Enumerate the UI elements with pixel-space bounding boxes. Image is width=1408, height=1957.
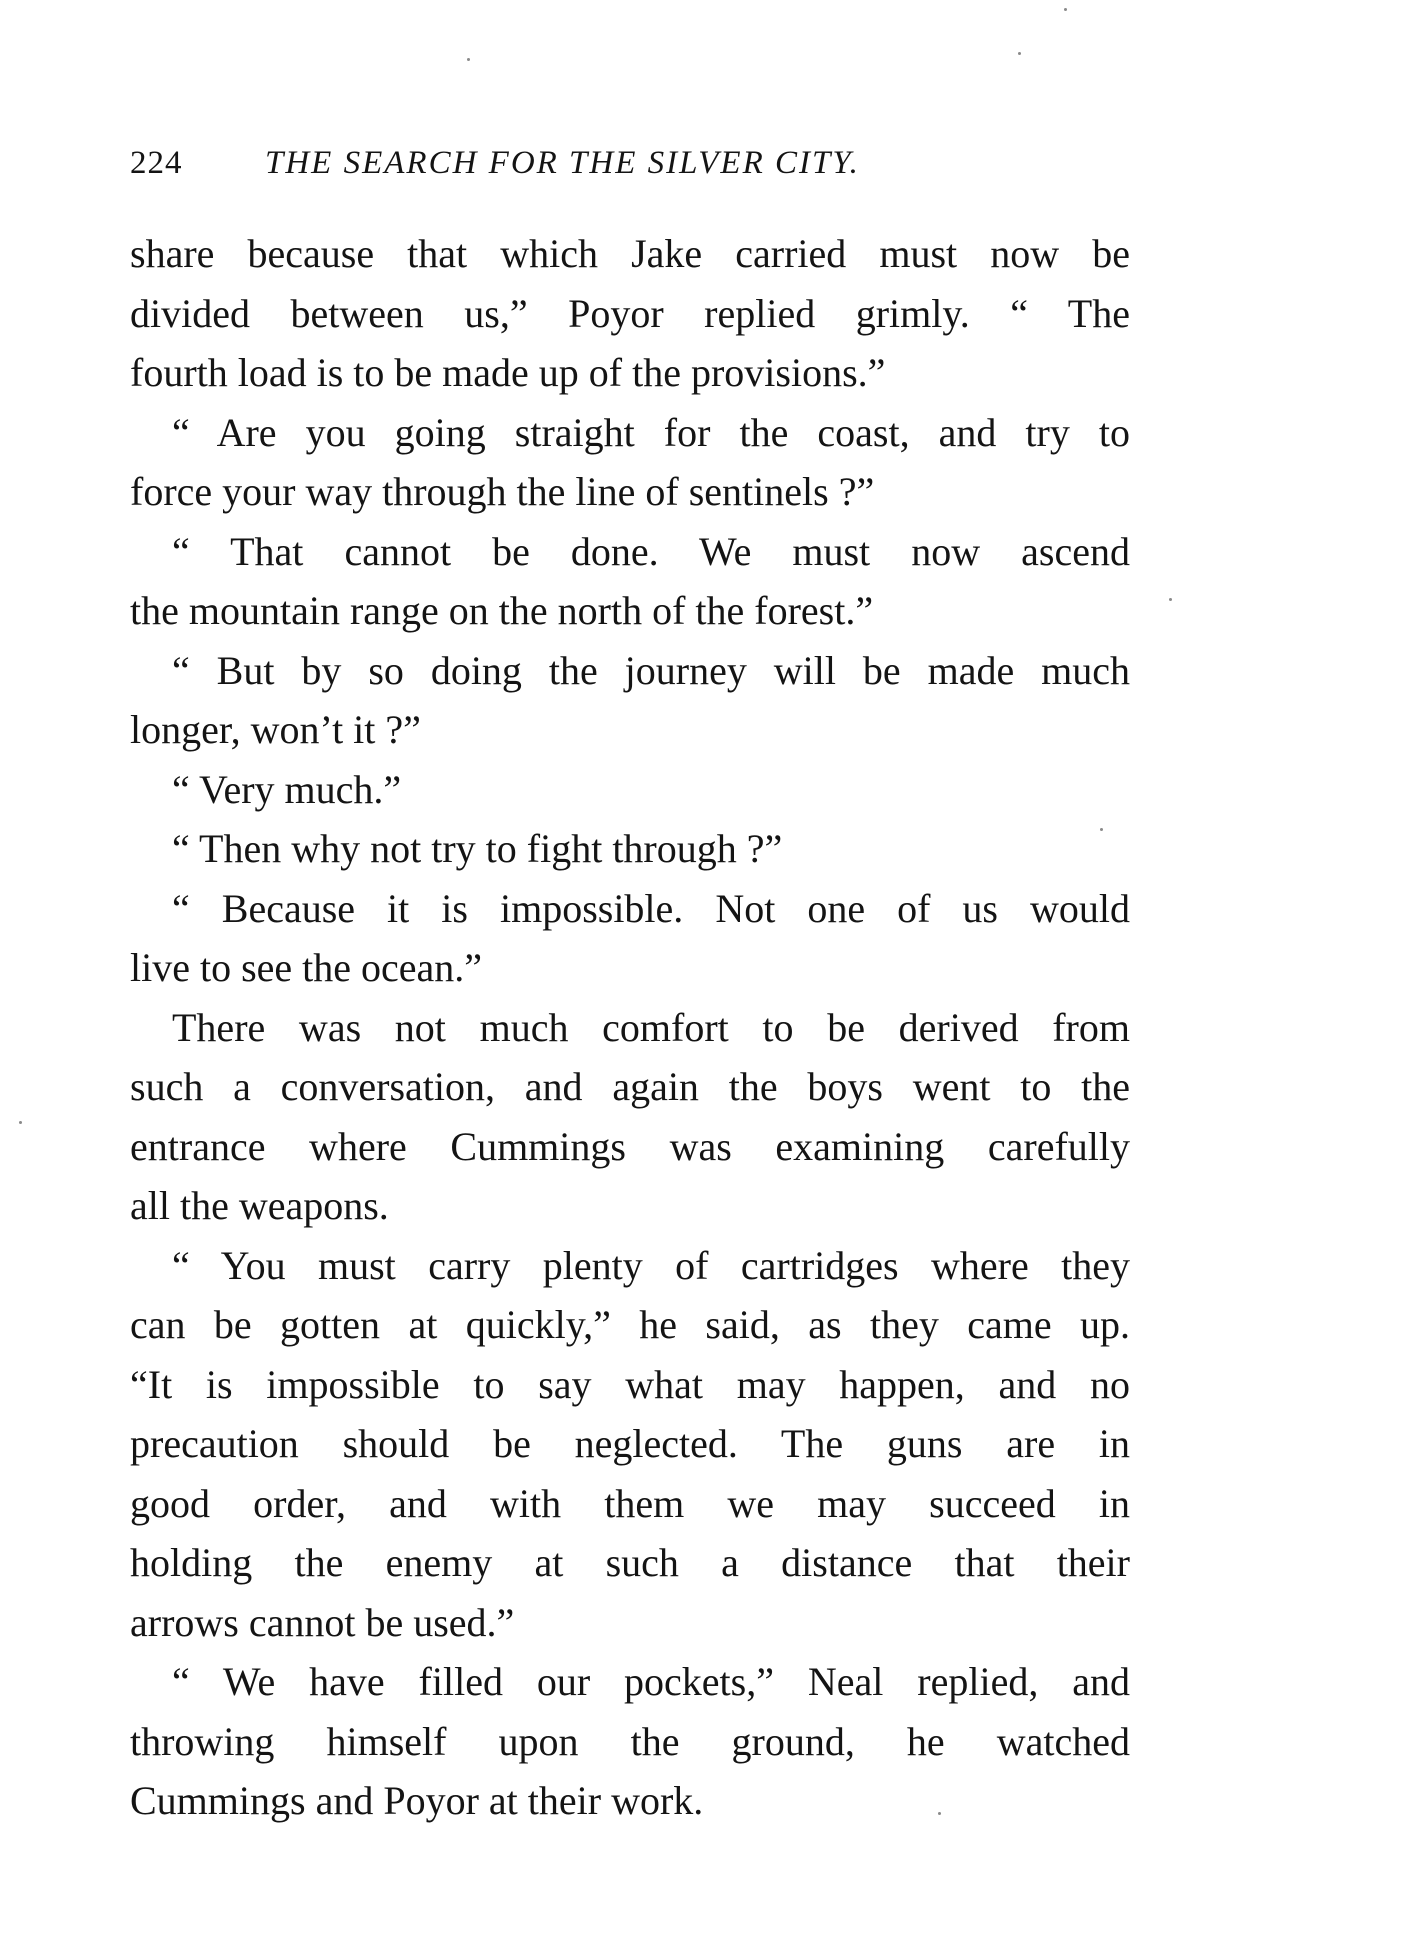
text-line: good order, and with them we may succeed in <box>130 1480 1130 1526</box>
page-header <box>130 138 1130 188</box>
paragraph <box>130 1236 1130 1653</box>
paragraph <box>130 403 1130 522</box>
paragraph <box>130 641 1130 760</box>
text-line: “ Very much.” <box>172 766 402 812</box>
text-line: “ Because it is impossible. Not one of us would <box>172 885 1130 931</box>
paragraph <box>130 522 1130 641</box>
text-line: precaution should be neglected. The guns are in <box>130 1421 1130 1466</box>
text-line: such a conversation, and again the boys went to the <box>130 1064 1130 1109</box>
text-line: There was not much comfort to be derived from <box>172 1004 1130 1050</box>
text-line: can be gotten at quickly,” he said, as they came up. <box>130 1302 1130 1347</box>
paragraph <box>130 224 1130 403</box>
text-line: divided between us,” Poyor replied grimly. “ The <box>130 290 1130 336</box>
paragraph <box>130 819 1130 879</box>
text-line: entrance where Cummings was examining carefully <box>130 1123 1130 1169</box>
paper-speck <box>467 58 470 61</box>
text-line: “ Then why not try to fight through ?” <box>172 826 783 871</box>
text-line: holding the enemy at such a distance that their <box>130 1540 1130 1585</box>
text-line: live to see the ocean.” <box>130 945 483 990</box>
paragraph <box>130 879 1130 998</box>
text-line: “ You must carry plenty of cartridges where they <box>172 1242 1130 1288</box>
body-text <box>130 224 1130 1831</box>
text-line: the mountain range on the north of the forest.” <box>130 588 874 633</box>
page-number: 224 <box>130 145 183 181</box>
text-line: throwing himself upon the ground, he watched <box>130 1718 1130 1764</box>
text-line: arrows cannot be used.” <box>130 1599 515 1645</box>
running-title: THE SEARCH FOR THE SILVER CITY. <box>265 145 860 181</box>
text-line: “ Are you going straight for the coast, and try to <box>172 409 1130 455</box>
text-line: longer, won’t it ?” <box>130 707 421 752</box>
paper-speck <box>1018 52 1021 55</box>
paper-speck <box>938 1812 941 1815</box>
text-line: fourth load is to be made up of the provisions.” <box>130 350 886 395</box>
paragraph <box>130 760 1130 820</box>
paragraph <box>130 998 1130 1236</box>
text-line: share because that which Jake carried must now be <box>130 231 1130 276</box>
paragraph <box>130 1652 1130 1831</box>
text-line: “It is impossible to say what may happen, and no <box>130 1361 1130 1407</box>
paper-speck <box>1064 8 1067 11</box>
text-line: Cummings and Poyor at their work. <box>130 1778 704 1823</box>
paper-speck <box>1100 828 1103 831</box>
text-line: force your way through the line of sentinels ?” <box>130 469 875 514</box>
text-line: “ That cannot be done. We must now ascend <box>172 528 1130 574</box>
text-line: “ We have filled our pockets,” Neal replied, and <box>172 1659 1130 1704</box>
paper-speck <box>19 1121 22 1124</box>
paper-speck <box>1169 598 1172 601</box>
text-line: all the weapons. <box>130 1183 389 1228</box>
text-line: “ But by so doing the journey will be made much <box>172 647 1130 693</box>
